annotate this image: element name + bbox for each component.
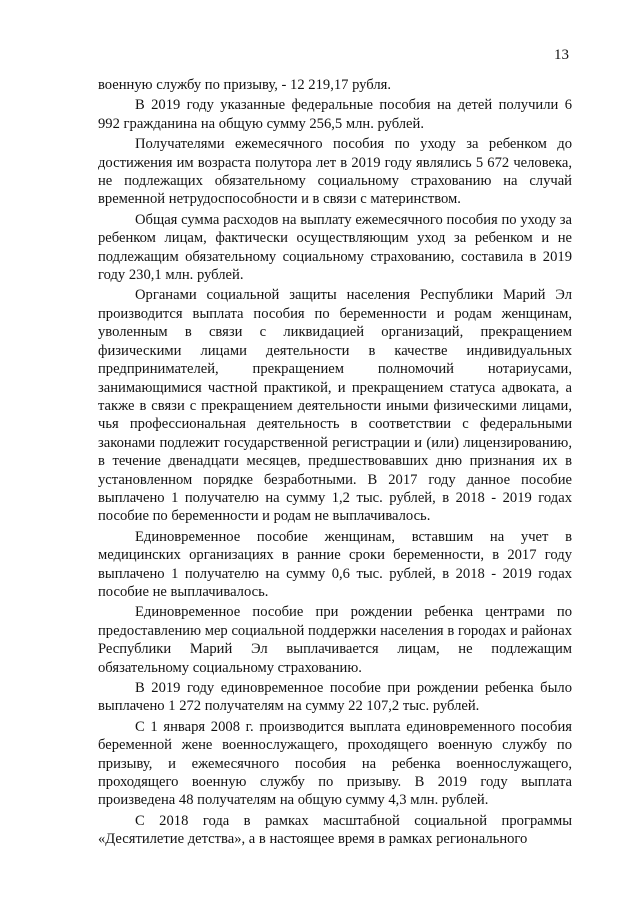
- paragraph-7: Единовременное пособие при рождении ребенка центрами по предоставлению мер социальной поддержки населения в городах и районах Республики Марий Эл выплачивается лицам, не подлежащим обязательному социальному страхованию.: [98, 604, 572, 676]
- paragraph-8: В 2019 году единовременное пособие при рождении ребенка было выплачено 1 272 получателям на сумму 22 107,2 тыс. рублей.: [98, 680, 572, 715]
- document-body: [98, 76, 572, 851]
- paragraph-3: Получателями ежемесячного пособия по уходу за ребенком до достижения им возраста полутора лет в 2019 году являлись 5 672 человека, не подлежащих обязательному социальному страхованию на случай временной нетрудоспособности и в связи с материнством.: [98, 136, 572, 208]
- paragraph-5: Органами социальной защиты населения Республики Марий Эл производится выплата пособия по беременности и родам женщинам, уволенным в связи с ликвидацией организаций, прекращением физическими лицами деятельности в качестве индивидуальных предпринимателей, прекращением полномочий нотариусами, занимающимися частной практикой, и прекращением статуса адвоката, а также в связи с прекращением деятельности иными физическими лицами, чья профессиональная деятельность в соответствии с федеральными законами подлежит государственной регистрации и (или) лицензированию, в течение двенадцати месяцев, предшествовавших дню признания их в установленном порядке безработными. В 2017 году данное пособие выплачено 1 получателю на сумму 1,2 тыс. рублей, в 2018 - 2019 годах пособие по беременности и родам не выплачивалось.: [98, 287, 572, 525]
- paragraph-2: В 2019 году указанные федеральные пособия на детей получили 6 992 гражданина на общую сумму 256,5 млн. рублей.: [98, 97, 572, 132]
- paragraph-6: Единовременное пособие женщинам, вставшим на учет в медицинских организациях в ранние сроки беременности, в 2017 году выплачено 1 получателю на сумму 0,6 тыс. рублей, в 2018 - 2019 годах пособие не выплачивалось.: [98, 528, 572, 600]
- paragraph-9: С 1 января 2008 г. производится выплата единовременного пособия беременной жене военнослужащего, проходящего военную службу по призыву, и ежемесячного пособия на ребенка военнослужащего, проходящего военную службу по призыву. В 2019 году выплата произведена 48 получателям на общую сумму 4,3 млн. рублей.: [98, 718, 572, 809]
- paragraph-10: С 2018 года в рамках масштабной социальной программы «Десятилетие детства», а в настоящее время в рамках регионального: [98, 812, 572, 848]
- page-number: 13: [554, 47, 569, 63]
- paragraph-4: Общая сумма расходов на выплату ежемесячного пособия по уходу за ребенком лицам, фактически осуществляющим уход за ребенком и не подлежащим обязательному социальному страхованию, составила в 2019 году 230,1 млн. рублей.: [98, 211, 572, 284]
- paragraph-1: военную службу по призыву, - 12 219,17 рубля.: [98, 77, 391, 93]
